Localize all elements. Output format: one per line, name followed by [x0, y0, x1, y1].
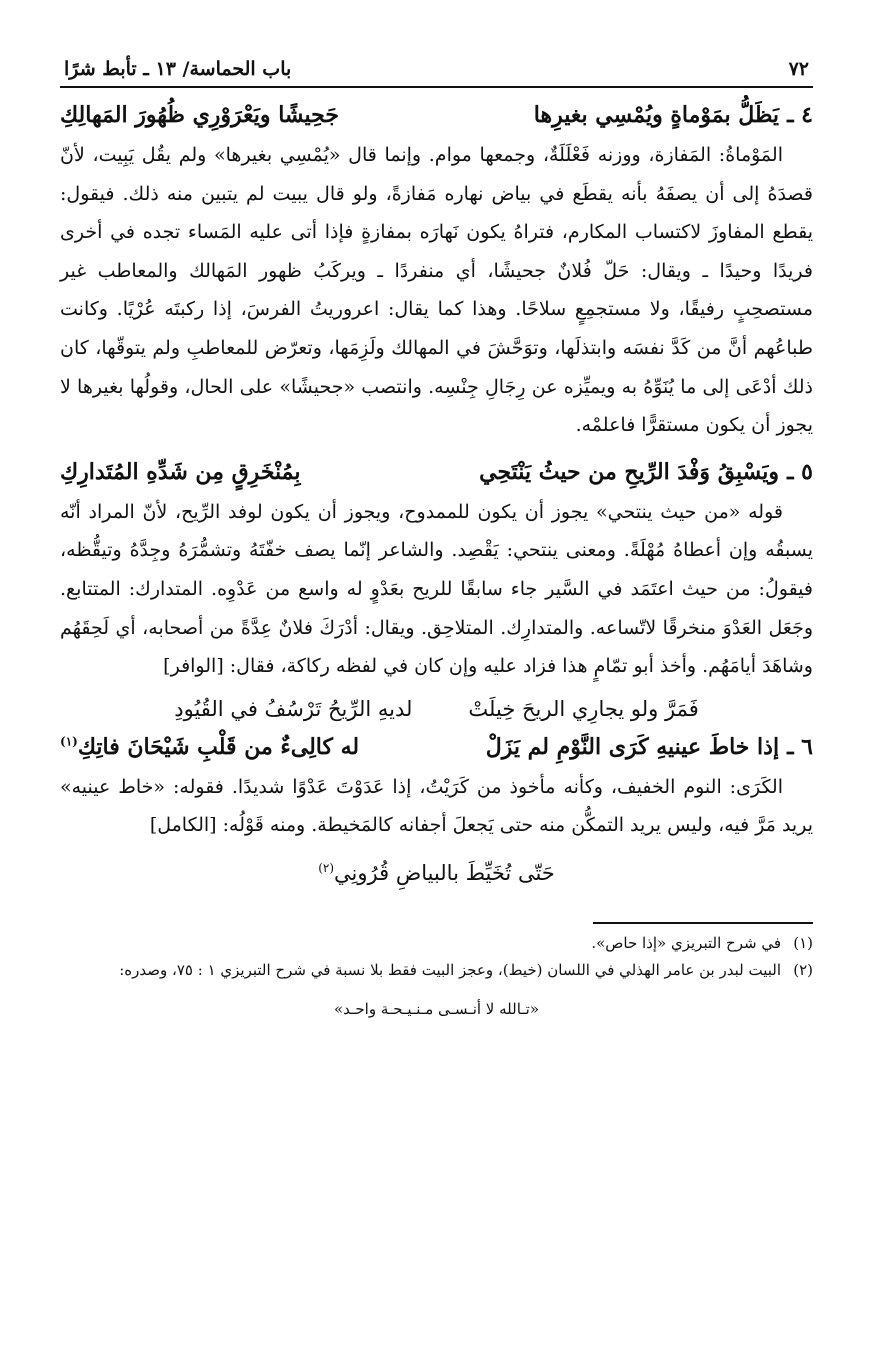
- footnote-1: [60, 930, 813, 957]
- footnote-mark: (٢): [318, 860, 335, 875]
- verse-5: [60, 459, 813, 485]
- verse-number: ٦ ـ: [787, 733, 813, 760]
- verse-6: [60, 734, 813, 760]
- footnote-divider: [593, 922, 813, 924]
- commentary-paragraph-1: المَوْماةُ: المَفازة، ووزنه فَعْلَلَةٌ، وجمعها موام. وإنما قال «يُمْسِي بغيرها» ولم يقُل يَبِيت، لأنّ قصدَهُ إلى أن يصفَهُ بأنه يقطَع في بياض نهاره مَفازةً، ولو قال يبيت لم يتبين منه ذلك. فيقول: يقطع المفاوزَ لاكتساب المكارم، فتراهُ يكون نَهارَه بمفازةٍ فإذا أتى عليه المَساء تجده في أخرى فريدًا وحيدًا ـ ويقال: حَلّ فُلانٌ جحيشًا، أي منفردًا ـ ويركَبُ ظهور المَهالك والمعاطب غير مستصحِبٍ رفيقًا، ولا مستجمِعٍ سلاحًا. وهذا كما يقال: اعروريتُ الفرسَ، إذا ركبتَه عُرْيًا. وكانت طباعُهم أنَّ من كَدَّ نفسَه وابتذلَها، وتوَحَّشَ في المهالك ولَزِمَها، وتعرّض للمعاطبِ ولم يتوقّها، كان ذلك أدْعَى إلى ما يُنَوِّهُ به ويميِّزه عن رِجَالِ جِنْسِه. وانتصب «جحيشًا» على الحال، وقولُها بغيرها لا يجوز أن يكون مستقرًّا فاعلمْه.: [60, 144, 813, 437]
- verse-hemistich-1: يَظَلُّ بمَوْماةٍ ويُمْسِي بغيرِها: [533, 102, 780, 128]
- page-header: [60, 58, 813, 88]
- commentary-paragraph-2: قوله «من حيث ينتحي» يجوز أن يكون للممدوح، ويجوز أن يكون لوفد الرِّيح، لأنّ المراد أنّه يسبقُه وإن أعطاهُ مُهْلَةً. ومعنى ينتحي: يَقْصِد. والشاعر إنّما يصف خفّتَهُ وتشمُّرَهُ وجِدَّهُ وتيقُّظه، فيقولُ: من حيث اعتَمَد في السَّير جاء سابقًا للريح بعَدْوٍ له واسع من عَدْوِه. المتدارك: المتتابع. وجَعَل العَدْوَ منخرقًا لاتّساعه. والمتدارِك. المتلاحِق. ويقال: أدْرَكَ فلانٌ عِدَّةً من أصحابه، أي لَحِقَهُم وشاهَدَ أيامَهُم. وأخذ أبو تمّامٍ هذا فزاد عليه وإن كان في لفظه ركاكة، فقال: [الوافر]: [60, 500, 813, 678]
- poem-hemistich-1: فَمَرَّ ولو يجارِي الريحَ خِيلَتْ: [468, 696, 699, 721]
- footnote-2: [60, 957, 813, 984]
- quoted-poem-abu-tammam: [60, 690, 813, 728]
- running-title: باب الحماسة/ ١٣ ـ تأبط شرًا: [64, 58, 292, 80]
- quote-text: حَتّى تُخَيِّطَ بالبياضِ قُرُونِي: [334, 860, 555, 885]
- poem-hemistich-2: لديهِ الرِّيحُ تَرْسُفُ في القُيُودِ: [174, 696, 413, 721]
- footnote-text: في شرح التبريزي «إذا حاص».: [591, 933, 781, 952]
- verse-hemistich-1: ويَسْبِقُ وَفْدَ الرِّيحِ من حيثُ يَنْتَحِي: [479, 458, 780, 485]
- verse-number: ٥ ـ: [787, 458, 813, 485]
- footnote-number: (٢): [793, 960, 813, 979]
- quoted-hemistich: [60, 849, 813, 892]
- verse-hemistich-2: جَحِيشًا ويَعْرَوْرِي ظُهُورَ المَهالِكِ: [60, 102, 339, 128]
- verse-number: ٤ ـ: [787, 102, 813, 128]
- verse-hemistich-2: بِمُنْخَرِقٍ مِن شَدِّهِ المُتَدارِكِ: [60, 458, 301, 485]
- commentary-paragraph-3: الكَرَى: النوم الخفيف، وكأنه مأخوذ من كَرَيْتُ، إذا عَدَوْتَ عَدْوًا شديدًا. فقوله: «خاط عينيه» يريد مَرَّ فيه، وليس يريد التمكُّن منه حتى يَجعلَ أجفانه كالمَخيطة. ومنه قَوْلُه: [الكامل]: [60, 775, 813, 837]
- footnote-text: البيت لبدر بن عامر الهذلي في اللسان (خيط)، وعجز البيت فقط بلا نسبة في شرح التبريزي ١ : ٧٥، وصدره:: [119, 960, 781, 979]
- footnote-mark: (١): [60, 734, 78, 749]
- footnote-quote: «تـالله لا أنـسـى مـنـيـحـة واحـد»: [333, 999, 540, 1018]
- verse-hemistich-1: إذا خاطَ عينيهِ كَرَى النَّوْمِ لم يَزَلْ: [485, 733, 780, 760]
- page-number: ٧٢: [788, 58, 809, 80]
- verse-hemistich-2: له كالِىءٌ من قَلْبِ شَيْحَانَ فاتِكِ: [77, 733, 360, 760]
- verse-4: [60, 102, 813, 128]
- footnote-number: (١): [793, 933, 813, 952]
